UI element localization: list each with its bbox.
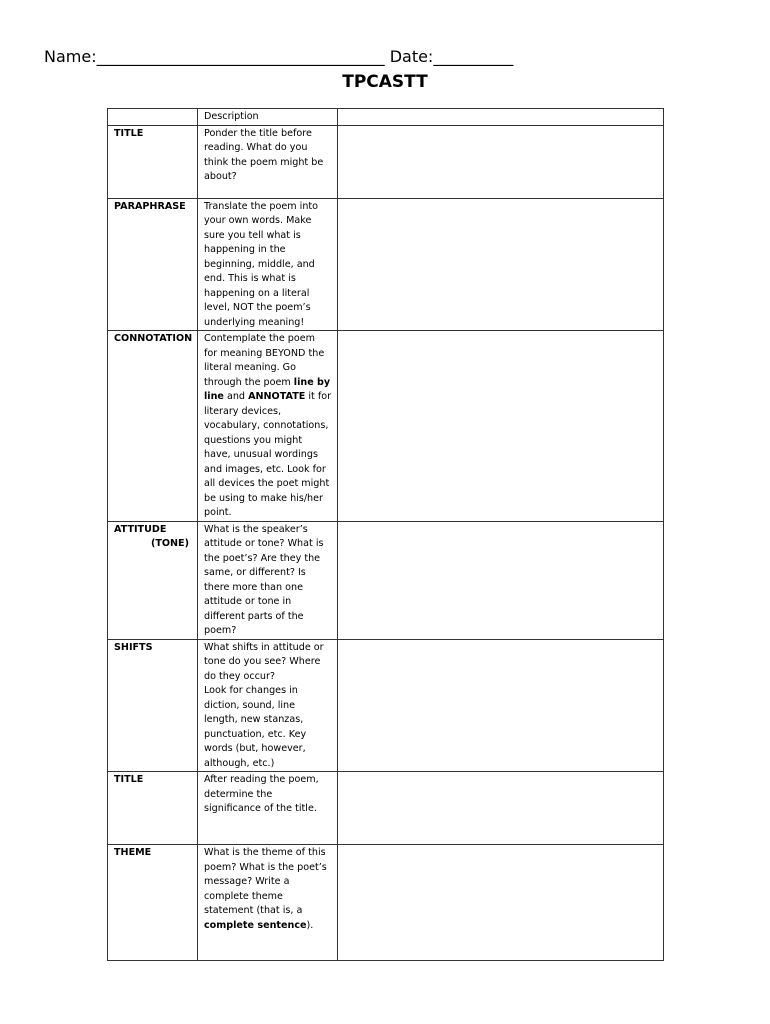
response-cell[interactable] bbox=[338, 109, 664, 126]
name-blank[interactable]: ____________________________________ bbox=[96, 47, 385, 66]
row-description: After reading the poem, determine the significance of the title. bbox=[198, 772, 338, 845]
table-row bbox=[108, 845, 664, 961]
response-cell[interactable] bbox=[338, 772, 664, 845]
row-description: Translate the poem into your own words. Make sure you tell what is happening in the beginning, middle, and end. This is what is happening on a literal level, NOT the poem’s underlying meaning! bbox=[198, 198, 338, 331]
row-label: THEME bbox=[108, 845, 198, 961]
row-description: What shifts in attitude or tone do you see? Where do they occur? Look for changes in diction, sound, line length, new stanzas, punctuation, etc. Key words (but, however, although, etc.) bbox=[198, 639, 338, 772]
row-label: ATTITUDE (TONE) bbox=[108, 521, 198, 639]
response-cell[interactable] bbox=[338, 331, 664, 522]
response-cell[interactable] bbox=[338, 845, 664, 961]
row-label: PARAPHRASE bbox=[108, 198, 198, 331]
row-description: Contemplate the poem for meaning BEYOND the literal meaning. Go through the poem line by line and ANNOTATE it for literary devices, vocabulary, connotations, questions you might have, unusual wordings and images, etc. Look for all devices the poet might be using to make his/her point. bbox=[198, 331, 338, 522]
table-row bbox=[108, 639, 664, 772]
response-cell[interactable] bbox=[338, 125, 664, 198]
name-date-line bbox=[44, 47, 664, 66]
row-label: CONNOTATION bbox=[108, 331, 198, 522]
table-row bbox=[108, 198, 664, 331]
table-row bbox=[108, 521, 664, 639]
response-cell[interactable] bbox=[338, 639, 664, 772]
tpcastt-table bbox=[107, 108, 664, 961]
row-label: SHIFTS bbox=[108, 639, 198, 772]
table-header-row bbox=[108, 109, 664, 126]
response-cell[interactable] bbox=[338, 198, 664, 331]
row-description: What is the speaker’s attitude or tone? What is the poet’s? Are they the same, or different? Is there more than one attitude or tone in different parts of the poem? bbox=[198, 521, 338, 639]
page-title: TPCASTT bbox=[342, 72, 428, 92]
row-description: Ponder the title before reading. What do you think the poem might be about? bbox=[198, 125, 338, 198]
table-row bbox=[108, 772, 664, 845]
table-row bbox=[108, 125, 664, 198]
table-row bbox=[108, 331, 664, 522]
row-label: TITLE bbox=[108, 125, 198, 198]
row-label: TITLE bbox=[108, 772, 198, 845]
date-label: Date: bbox=[389, 47, 434, 66]
name-label: Name: bbox=[44, 47, 97, 66]
row-sublabel: (TONE) bbox=[150, 538, 189, 549]
response-cell[interactable] bbox=[338, 521, 664, 639]
blank-cell bbox=[108, 109, 198, 126]
description-header: Description bbox=[198, 109, 338, 126]
row-description: What is the theme of this poem? What is the poet’s message? Write a complete theme statement (that is, a complete sentence). bbox=[198, 845, 338, 961]
date-blank[interactable]: __________ bbox=[433, 47, 514, 66]
